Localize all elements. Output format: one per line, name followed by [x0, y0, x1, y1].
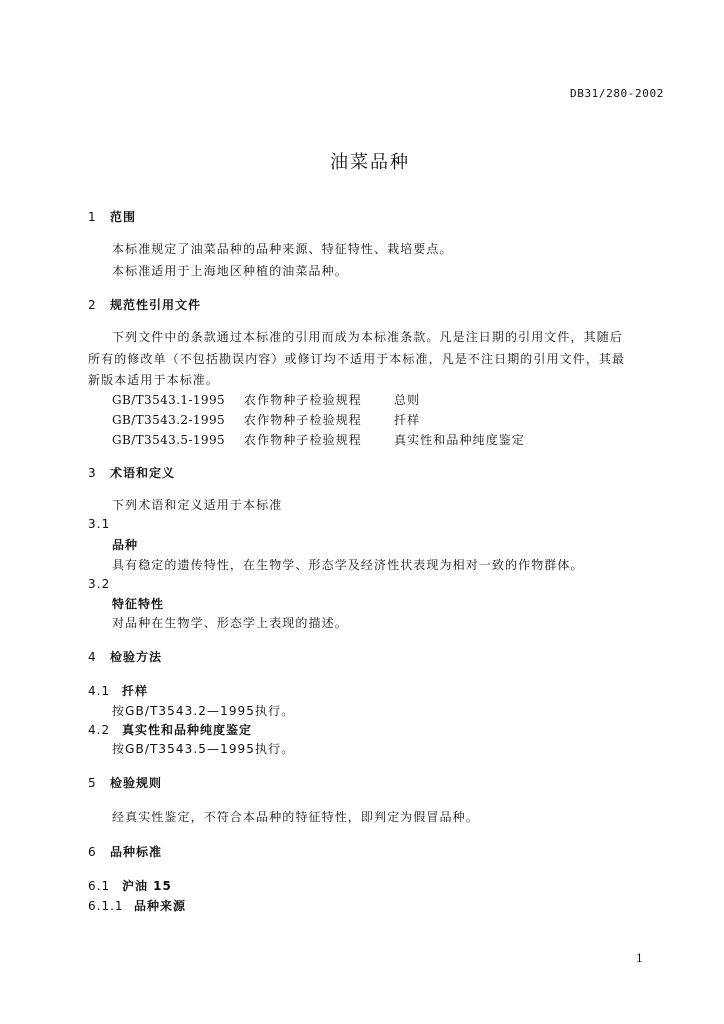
- reference-name: 农作物种子检验规程: [244, 393, 362, 407]
- section-4-heading: [88, 648, 162, 665]
- reference-item: [112, 391, 420, 408]
- section-2-line-3: 新版本适用于本标准。: [88, 373, 220, 387]
- section-1-heading: [88, 208, 136, 225]
- definition-3-1-term: 品种: [112, 538, 139, 552]
- standard-number: DB31/280-2002: [570, 87, 664, 100]
- section-1-paragraph-1: 本标准规定了油菜品种的品种来源、特征特性、栽培要点。: [112, 242, 453, 256]
- section-3-intro: 下列术语和定义适用于本标准: [112, 498, 283, 512]
- section-number: 4: [88, 650, 97, 664]
- section-5-heading: [88, 774, 162, 791]
- document-title: 油菜品种: [330, 152, 410, 173]
- reference-name: 农作物种子检验规程: [244, 433, 362, 447]
- section-3-heading: [88, 464, 175, 481]
- section-2-line-2: 所有的修改单（不包括勘误内容）或修订均不适用于本标准，凡是不注日期的引用文件，其最: [88, 352, 626, 366]
- definition-3-1-number: 3.1: [88, 517, 111, 531]
- section-number: 5: [88, 776, 97, 790]
- reference-part: 扦样: [394, 413, 421, 427]
- subsection-title: 扦样: [122, 684, 149, 698]
- section-title: 规范性引用文件: [110, 298, 202, 312]
- subsection-number: 6.1: [88, 879, 111, 893]
- page-number: 1: [636, 952, 643, 965]
- reference-item: [112, 411, 420, 428]
- subsection-4-2-heading: [88, 721, 252, 738]
- definition-3-2-text: 对品种在生物学、形态学上表现的描述。: [112, 616, 348, 630]
- section-title: 品种标准: [110, 845, 163, 859]
- reference-code: GB/T3543.2-1995: [112, 413, 226, 427]
- subsection-4-2-text: 按GB/T3543.5—1995执行。: [112, 742, 295, 756]
- section-number: 1: [88, 210, 97, 224]
- subsection-4-1-heading: [88, 682, 148, 699]
- section-5-text: 经真实性鉴定，不符合本品种的特征特性，即判定为假冒品种。: [112, 810, 479, 824]
- section-2-heading: [88, 296, 201, 313]
- reference-name: 农作物种子检验规程: [244, 413, 362, 427]
- section-number: 3: [88, 466, 97, 480]
- section-number: 6: [88, 845, 97, 859]
- reference-code: GB/T3543.5-1995: [112, 433, 226, 447]
- reference-item: [112, 431, 525, 448]
- definition-3-2-term: 特征特性: [112, 597, 165, 611]
- subsection-title: 真实性和品种纯度鉴定: [122, 723, 253, 737]
- subsection-title: 沪油 15: [122, 879, 172, 893]
- section-1-paragraph-2: 本标准适用于上海地区种植的油菜品种。: [112, 264, 348, 278]
- subsection-title: 品种来源: [134, 899, 187, 913]
- section-title: 检验规则: [110, 776, 163, 790]
- reference-part: 真实性和品种纯度鉴定: [394, 433, 526, 447]
- section-title: 范围: [110, 210, 137, 224]
- subsection-number: 6.1.1: [88, 899, 124, 913]
- subsection-number: 4.1: [88, 684, 111, 698]
- subsection-6-1-heading: [88, 877, 172, 894]
- reference-code: GB/T3543.1-1995: [112, 393, 226, 407]
- reference-part: 总则: [394, 393, 421, 407]
- section-2-line-1: 下列文件中的条款通过本标准的引用而成为本标准条款。凡是注日期的引用文件，其随后: [112, 330, 623, 344]
- subsection-6-1-1-heading: [88, 897, 186, 914]
- definition-3-1-text: 具有稳定的遗传特性，在生物学、形态学及经济性状表现为相对一致的作物群体。: [112, 558, 584, 572]
- subsection-4-1-text: 按GB/T3543.2—1995执行。: [112, 704, 295, 718]
- definition-3-2-number: 3.2: [88, 577, 111, 591]
- subsection-number: 4.2: [88, 723, 111, 737]
- section-6-heading: [88, 843, 162, 860]
- section-number: 2: [88, 298, 97, 312]
- section-title: 检验方法: [110, 650, 163, 664]
- section-title: 术语和定义: [110, 466, 176, 480]
